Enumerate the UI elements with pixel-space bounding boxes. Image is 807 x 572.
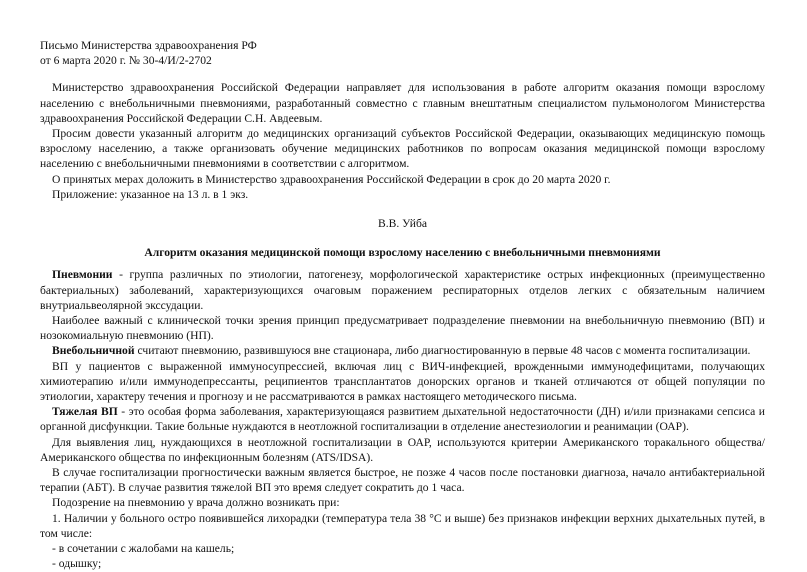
paragraph-text: считают пневмонию, развившуюся вне стационара, либо диагностированную в первые 48 часов с момента госпитализации. [134,344,751,358]
intro-paragraph: О принятых мерах доложить в Министерство здравоохранения Российской Федерации в срок до 20 марта 2020 г. [52,172,611,186]
intro-paragraph: Приложение: указанное на 13 л. в 1 экз. [52,187,249,201]
body-paragraph: Подозрение на пневмонию у врача должно возникать при: [52,496,340,510]
list-item: - в сочетании с жалобами на кашель; [52,542,235,556]
body-paragraph: ВП у пациентов с выраженной иммуносупрессией, включая лиц с ВИЧ-инфекцией, врожденными иммунодефицитами, получающих химиотерапию и/или иммунодепрессанты, реципиентов трансплантатов донорских органов и тканей отличаются от общей популяции по этиологии, характеру течения и прогнозу и не рассматриваются в рамках настоящего методического письма. [40,359,765,404]
body-paragraph: Наиболее важный с клинической точки зрения принцип предусматривает подразделение пневмонии на внебольничную пневмонию (ВП) и нозокомиальную пневмонию (НП). [40,314,765,343]
letter-header [40,38,765,68]
term-bold: Тяжелая ВП [52,405,118,419]
paragraph-text: - это особая форма заболевания, характеризующаяся развитием дыхательной недостаточности (ДН) и/или признаками сепсиса и органной дисфункции. Такие больные нуждаются в неотложной госпитализации в отделение анестезиологии и реанимации (ОАР). [40,405,765,434]
intro-paragraph: Министерство здравоохранения Российской Федерации направляет для использования в работе алгоритм оказания помощи взрослому населению с внебольничными пневмониями, разработанный совместно с главным внештатным специалистом пульмонологом Министерства здравоохранения Российской Федерации С.Н. Авдеевым. [40,81,765,125]
body-paragraph: В случае госпитализации прогностически важным является быстрое, не позже 4 часов после постановки диагноза, начало антибактериальной терапии (АБТ). В случае развития тяжелой ВП это время следует сократить до 1 часа. [40,466,765,495]
body-paragraph [40,343,765,358]
body-paragraph [40,267,765,313]
body-paragraph: 1. Наличии у больного остро появившейся лихорадки (температура тела 38 °С и выше) без признаков инфекции верхних дыхательных путей, в том числе: [40,511,765,540]
header-line-1: Письмо Министерства здравоохранения РФ [40,39,257,52]
algorithm-title: Алгоритм оказания медицинской помощи взрослому населению с внебольничными пневмониями [144,246,661,260]
body-paragraph [40,404,765,434]
intro-paragraph: Просим довести указанный алгоритм до медицинских организаций субъектов Российской Федерации, оказывающих медицинскую помощь взрослому населению, а также организовать обучение медицинских работников по вопросам оказания медицинской помощи взрослому населению с внебольничными пневмониями в соответствии с алгоритмом. [40,127,765,171]
header-line-2: от 6 марта 2020 г. № 30-4/И/2-2702 [40,54,212,68]
paragraph-text: - группа различных по этиологии, патогенезу, морфологической характеристике острых инфекционных (преимущественно бактериальных) заболеваний, характеризующихся очаговым поражением респираторных отделов легких с обязательным наличием внутриальвеолярной экссудации. [40,268,765,312]
list-item: - одышку; [52,557,102,571]
body-paragraph: Для выявления лиц, нуждающихся в неотложной госпитализации в ОАР, используются критерии Американского торакального общества/Американского общества по инфекционным болезням (ATS/IDSA). [40,435,765,464]
document [40,38,765,572]
term-bold: Внебольничной [52,344,135,358]
term-bold: Пневмонии [52,268,113,282]
signature: В.В. Уйба [377,217,428,231]
